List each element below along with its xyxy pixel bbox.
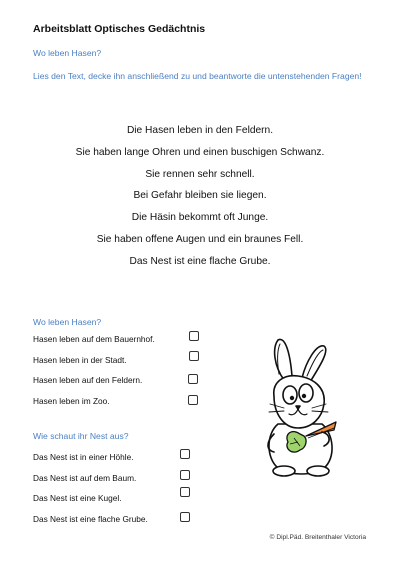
answer-checkbox[interactable] (180, 449, 190, 459)
answer-option (33, 389, 203, 410)
page-title: Arbeitsblatt Optisches Gedächtnis (33, 23, 206, 35)
answer-option-label: Hasen leben auf dem Bauernhof. (33, 334, 155, 344)
story-line: Sie haben lange Ohren und einen buschigen Schwanz. (75, 146, 325, 158)
story-text (0, 120, 400, 273)
answer-option (33, 507, 203, 528)
story-line: Bei Gefahr bleiben sie liegen. (133, 190, 267, 202)
answer-checkbox[interactable] (180, 470, 190, 480)
answer-option (33, 327, 203, 348)
answer-checkbox[interactable] (180, 487, 190, 497)
story-line: Die Häsin bekommt oft Junge. (131, 212, 269, 224)
answer-option-label: Das Nest ist eine Kugel. (33, 493, 122, 503)
answer-option-label: Das Nest ist eine flache Grube. (33, 513, 148, 524)
answer-option-label: Das Nest ist in einer Höhle. (33, 452, 134, 462)
answer-checkbox[interactable] (189, 351, 199, 361)
instruction-text: Lies den Text, decke ihn anschließend zu und beantworte die untenstehenden Fragen! (33, 71, 362, 81)
answer-option (33, 445, 203, 466)
answer-checkbox[interactable] (189, 331, 199, 341)
answer-option-label: Hasen leben in der Stadt. (33, 354, 127, 365)
story-line: Sie rennen sehr schnell. (145, 168, 255, 180)
answer-option-label: Hasen leben im Zoo. (33, 395, 110, 406)
bunny-illustration (244, 338, 356, 478)
answer-option (33, 466, 203, 487)
answer-option (33, 348, 203, 369)
answer-option-label: Das Nest ist auf dem Baum. (33, 472, 137, 483)
answer-checkbox[interactable] (188, 395, 198, 405)
copyright-credit: © Dipl.Päd. Breitenthaler Victoria (269, 534, 366, 541)
story-line: Die Hasen leben in den Feldern. (126, 125, 274, 136)
question1-heading: Wo leben Hasen? (33, 317, 102, 327)
question2-options (33, 445, 203, 527)
answer-option (33, 368, 203, 389)
answer-option-label: Hasen leben auf den Feldern. (33, 375, 143, 385)
answer-option (33, 486, 203, 507)
answer-checkbox[interactable] (180, 512, 190, 522)
answer-checkbox[interactable] (188, 374, 198, 384)
question2-heading: Wie schaut ihr Nest aus? (33, 431, 129, 441)
story-line: Das Nest ist eine flache Grube. (129, 255, 271, 267)
story-line: Sie haben offene Augen und ein braunes Fell. (96, 233, 304, 245)
question1-options (33, 327, 203, 409)
subtitle: Wo leben Hasen? (33, 48, 102, 58)
